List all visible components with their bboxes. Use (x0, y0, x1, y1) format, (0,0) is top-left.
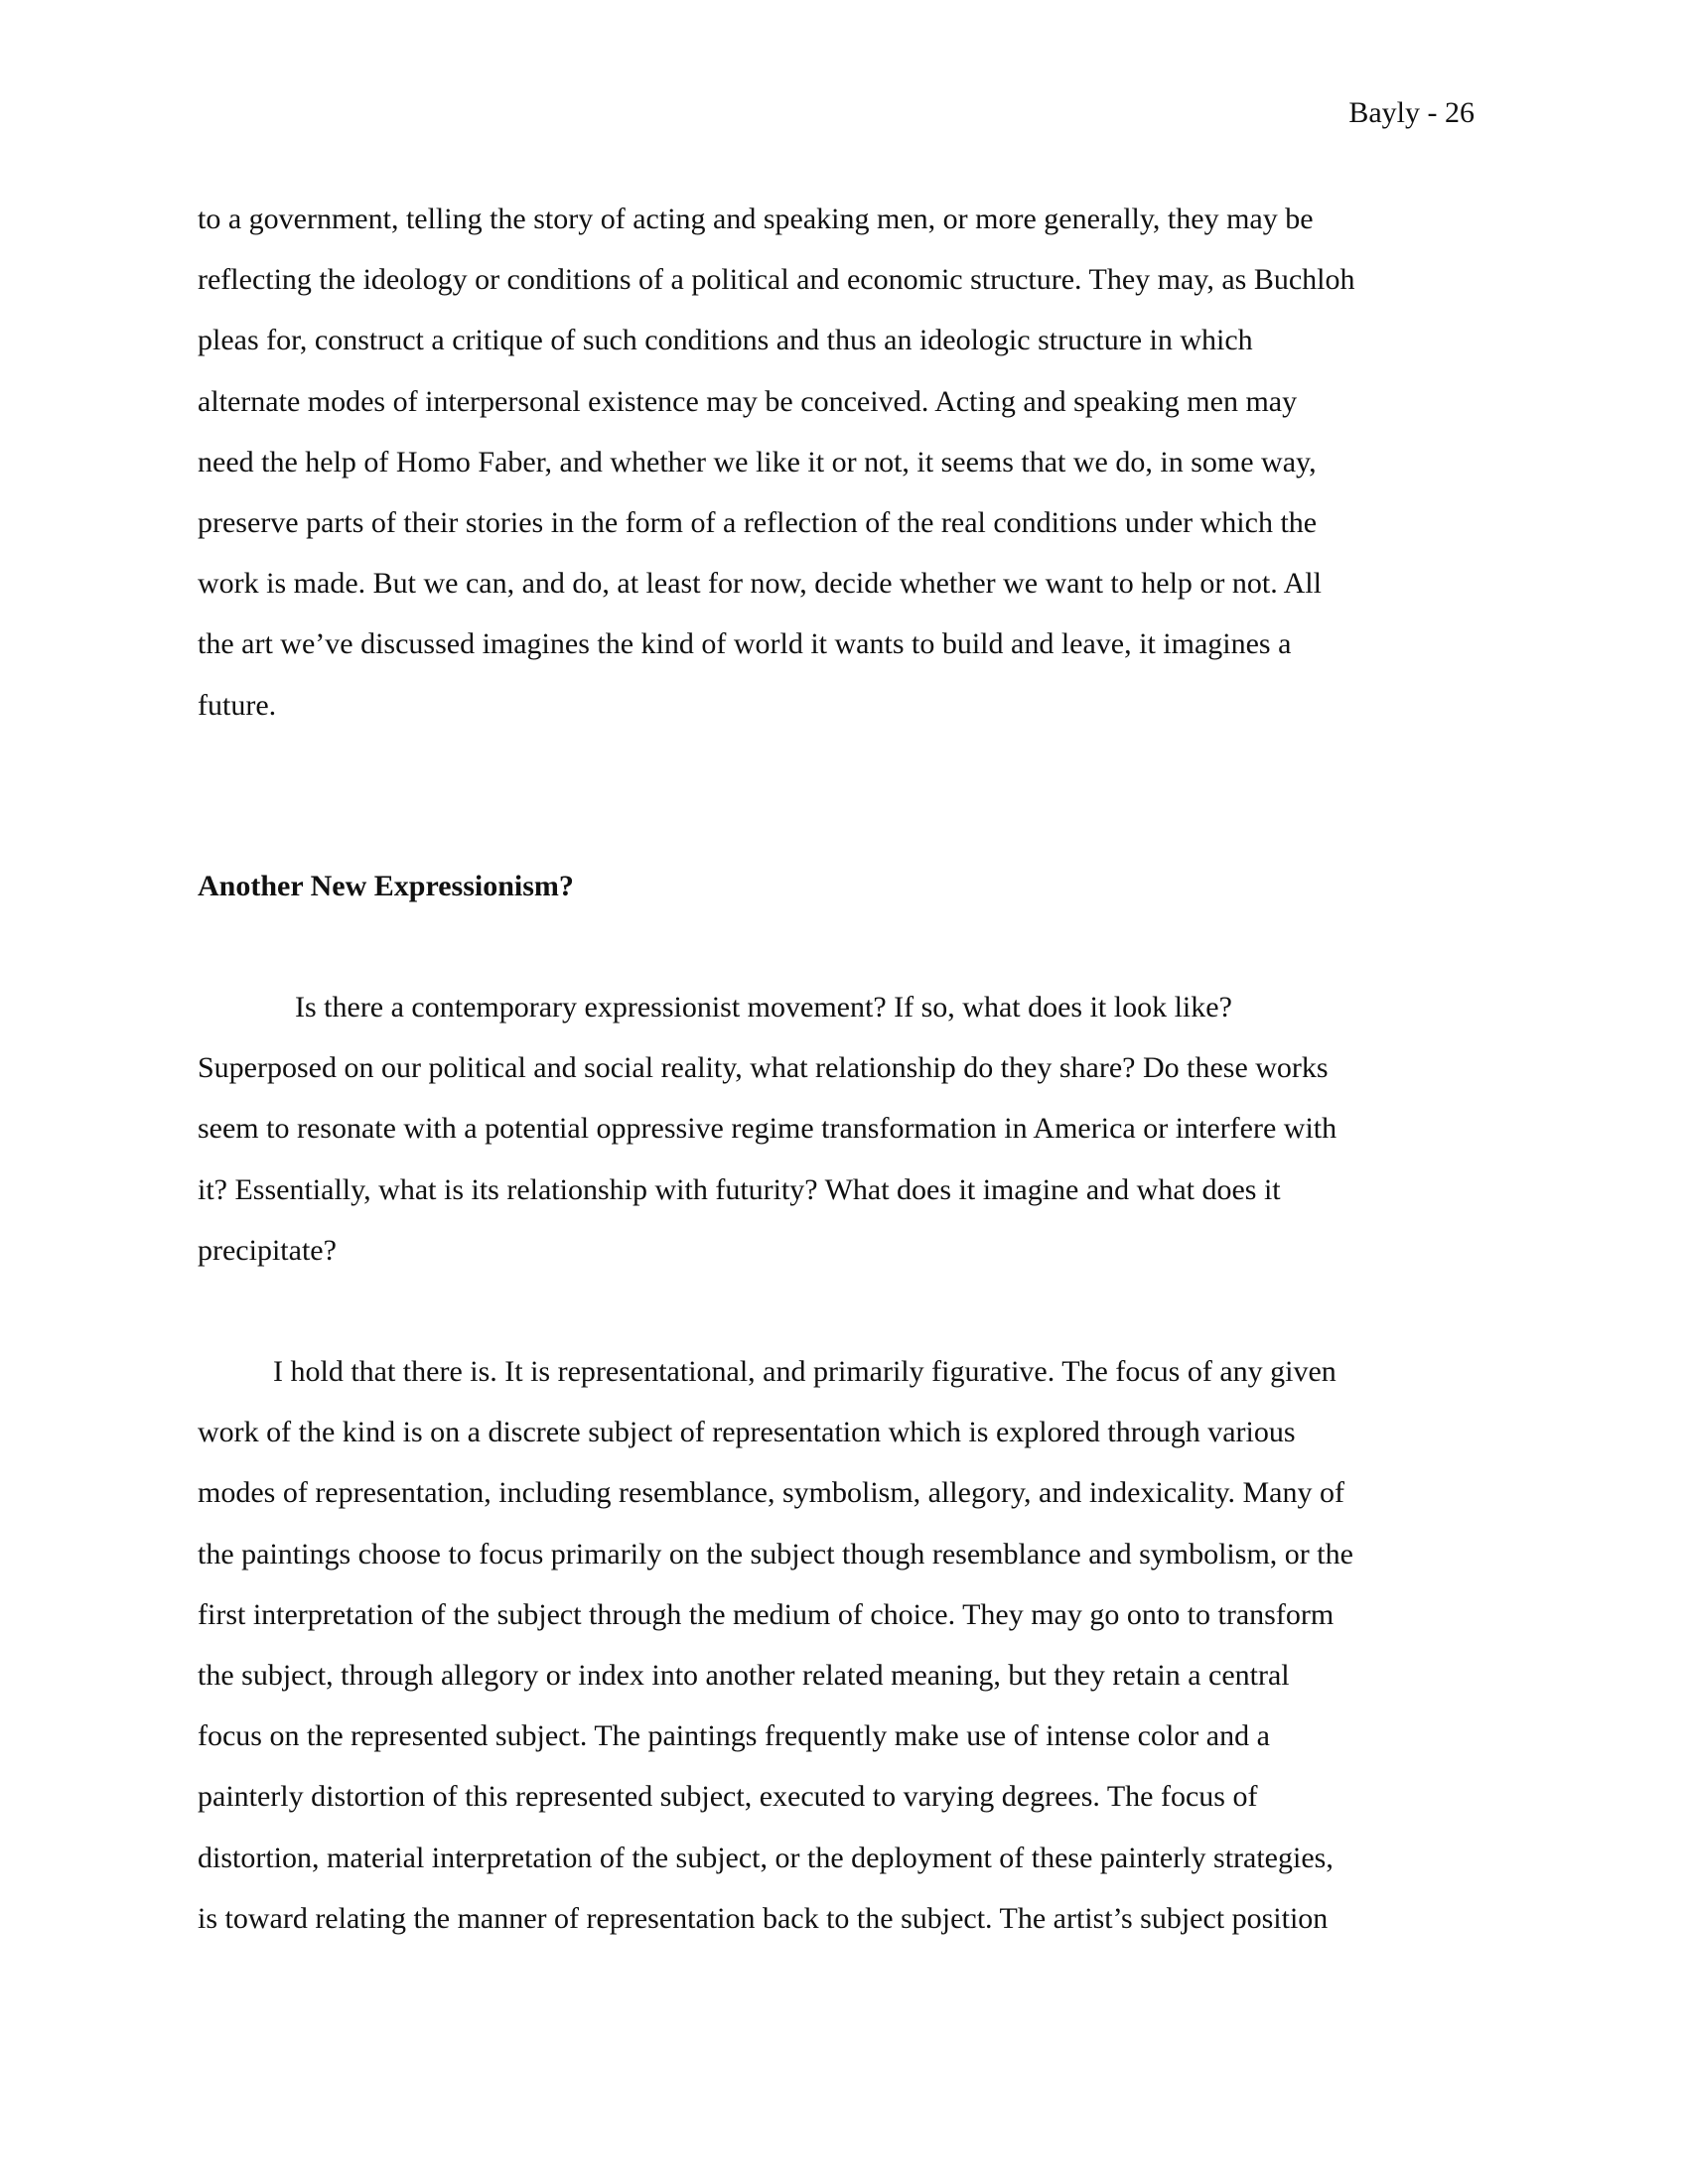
text-line: Superposed on our political and social reality, what relationship do they share? Do these works (198, 1051, 1329, 1085)
section-heading: Another New Expressionism? (198, 870, 574, 902)
text-line: work is made. But we can, and do, at least for now, decide whether we want to help or not. All (198, 567, 1322, 601)
text-line: focus on the represented subject. The paintings frequently make use of intense color and a (198, 1719, 1270, 1753)
text-line: is toward relating the manner of representation back to the subject. The artist’s subject position (198, 1901, 1329, 1935)
text-line: the art we’ve discussed imagines the kind of world it wants to build and leave, it imagines a (198, 627, 1292, 661)
page-header: Bayly - 26 (1348, 96, 1475, 129)
text-line: distortion, material interpretation of the subject, or the deployment of these painterly strategies, (198, 1841, 1334, 1874)
text-line: first interpretation of the subject through the medium of choice. They may go onto to transform (198, 1597, 1335, 1631)
text-line: to a government, telling the story of acting and speaking men, or more generally, they may be (198, 203, 1314, 235)
text-line: precipitate? (198, 1233, 337, 1267)
text-line: future. (198, 688, 277, 722)
text-line: painterly distortion of this represented subject, executed to varying degrees. The focus of (198, 1780, 1258, 1814)
paragraph-2 (198, 977, 1488, 1281)
text-line: the subject, through allegory or index into another related meaning, but they retain a central (198, 1659, 1290, 1693)
text-line: seem to resonate with a potential oppressive regime transformation in America or interfere with (198, 1112, 1337, 1146)
paragraph-1 (198, 189, 1488, 736)
text-line: reflecting the ideology or conditions of a political and economic structure. They may, as Buchloh (198, 263, 1355, 297)
text-line: alternate modes of interpersonal existence may be conceived. Acting and speaking men may (198, 384, 1298, 418)
text-line: work of the kind is on a discrete subject of representation which is explored through various (198, 1416, 1296, 1449)
text-line: modes of representation, including resemblance, symbolism, allegory, and indexicality. Many of (198, 1476, 1344, 1510)
paragraph-3 (198, 1341, 1488, 1949)
text-line: preserve parts of their stories in the form of a reflection of the real conditions under which the (198, 506, 1318, 540)
text-line: it? Essentially, what is its relationship with futurity? What does it imagine and what does it (198, 1172, 1281, 1206)
text-line: the paintings choose to focus primarily on the subject though resemblance and symbolism, or the (198, 1537, 1353, 1570)
text-line: pleas for, construct a critique of such conditions and thus an ideologic structure in which (198, 324, 1253, 357)
text-line: I hold that there is. It is representational, and primarily figurative. The focus of any given (273, 1355, 1336, 1388)
text-line: Is there a contemporary expressionist movement? If so, what does it look like? (295, 991, 1232, 1024)
text-line: need the help of Homo Faber, and whether we like it or not, it seems that we do, in some way, (198, 445, 1317, 478)
